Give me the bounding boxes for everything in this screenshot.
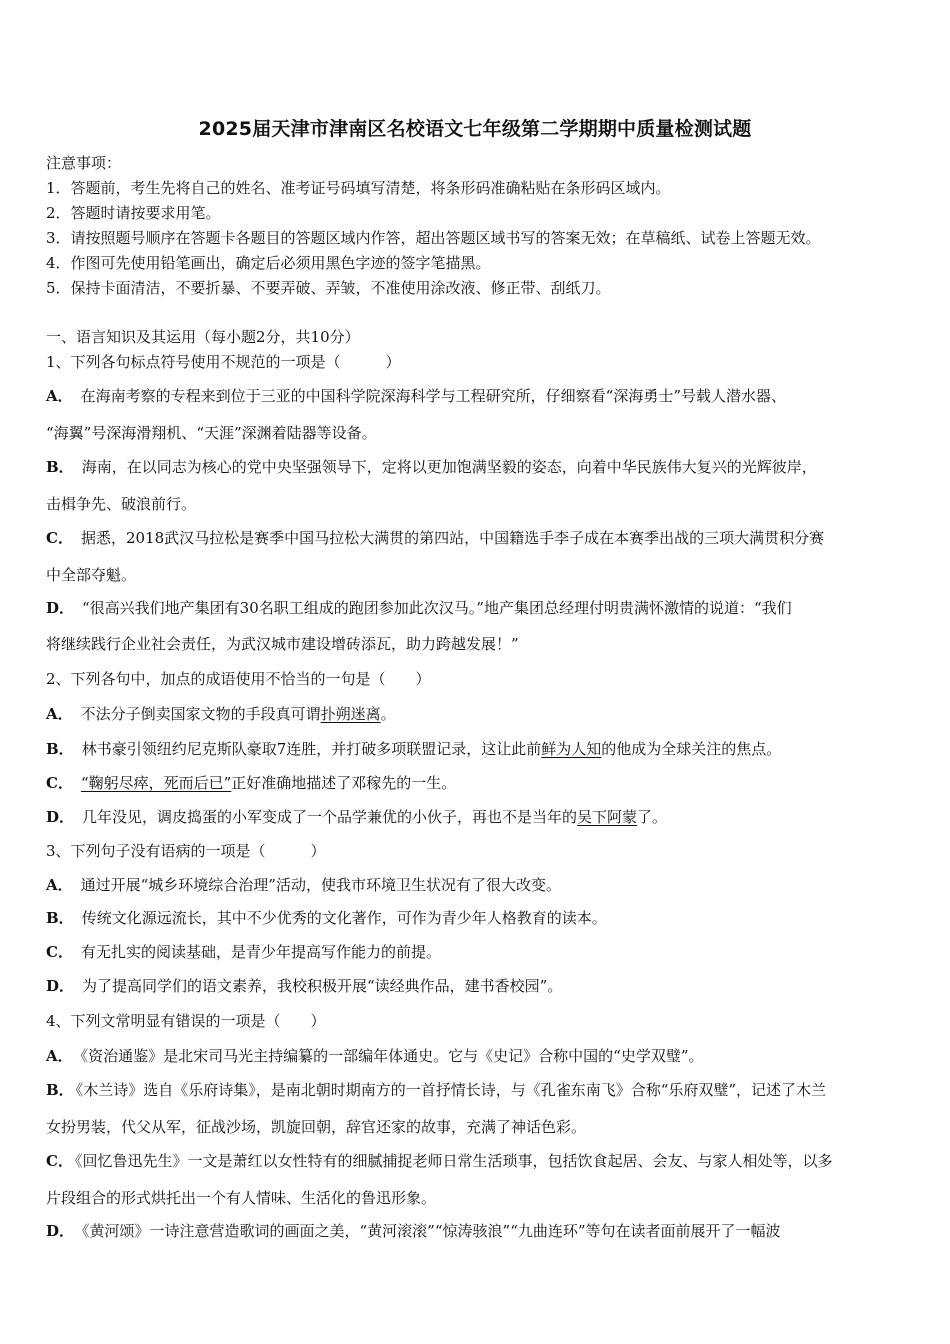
marked-idiom: 吴下阿蒙 (577, 808, 638, 826)
option-label: C． (46, 943, 73, 961)
marked-idiom: “鞠躬尽瘁，死而后已” (80, 774, 232, 792)
option-label: D． (46, 1222, 75, 1240)
option-text: 的他成为全球关注的焦点。 (601, 740, 782, 758)
notice-item: 4．作图可先使用铅笔画出，确定后必须用黑色字迹的签字笔描黑。 (46, 254, 491, 272)
question-2-stem: 2、下列各句中，加点的成语使用不恰当的一句是（ ） (46, 670, 431, 688)
option-text: 《黄河颂》一诗注意营造歌词的画面之美，“黄河滚滚”“惊涛骇浪”“九曲连环”等句在读者面前展开了一幅波 (82, 1222, 781, 1240)
exam-title: 2025届天津市津南区名校语文七年级第二学期期中质量检测试题 (198, 118, 752, 140)
q1-option-d (46, 597, 792, 618)
option-text: 传统文化源远流长，其中不少优秀的文化著作，可作为青少年人格教育的读本。 (81, 909, 607, 927)
option-text: 《资治通鉴》是北宋司马光主持编纂的一部编年体通史。它与《史记》合称中国的“史学双璧”。 (80, 1047, 704, 1065)
option-text: 海南，在以同志为核心的党中央坚强领导下，定将以更加饱满坚毅的姿态，向着中华民族伟大复兴的光辉彼岸， (81, 458, 817, 476)
notice-item: 3．请按照题号顺序在答题卡各题目的答题区域内作答，超出答题区域书写的答案无效；在草稿纸、试卷上答题无效。 (46, 229, 821, 247)
q1-option-a-cont: “海翼”号深海滑翔机、“天涯”深渊着陆器等设备。 (46, 424, 377, 442)
option-label: A． (46, 705, 73, 723)
q4-option-b (46, 1079, 826, 1100)
q2-option-d (46, 806, 667, 827)
marked-idiom: 扑朔迷离 (320, 705, 381, 723)
option-text: 《回忆鲁迅先生》一文是萧红以女性特有的细腻捕捉老师日常生活琐事，包括饮食起居、会友、与家人相处等，以多 (74, 1152, 833, 1170)
notice-item: 5．保持卡面清洁，不要折暴、不要弄破、弄皱，不准使用涂改液、修正带、刮纸刀。 (46, 279, 611, 297)
option-text: 为了提高同学们的语文素养，我校积极开展“读经典作品，建书香校园”。 (82, 977, 563, 995)
option-text: 据悉，2018武汉马拉松是赛季中国马拉松大满贯的第四站，中国籍选手李子成在本赛季出战的三项大满贯积分赛 (80, 529, 825, 547)
marked-idiom: 鲜为人知 (541, 740, 602, 758)
option-label: A． (46, 876, 73, 894)
option-label: A． (46, 1047, 73, 1065)
q4-option-b-cont: 女扮男装，代父从军，征战沙场，凯旋回朝，辞官还家的故事，充满了神话色彩。 (46, 1118, 587, 1136)
option-label: C． (46, 774, 73, 792)
option-text: 正好准确地描述了邓稼先的一生。 (231, 774, 457, 792)
q1-option-a (46, 385, 786, 406)
q1-option-d-cont: 将继续践行企业社会责任，为武汉城市建设增砖添瓦，助力跨越发展！” (46, 635, 519, 653)
question-1-stem: 1、下列各句标点符号使用不规范的一项是（ ） (46, 353, 401, 371)
q2-option-a (46, 703, 396, 724)
notice-item: 1．答题前，考生先将自己的姓名、准考证号码填写清楚，将条形码准确粘贴在条形码区域内。 (46, 179, 671, 197)
q4-option-c-cont: 片段组合的形式烘托出一个有人情味、生活化的鲁迅形象。 (46, 1189, 437, 1207)
option-text: 有无扎实的阅读基础，是青少年提高写作能力的前提。 (80, 943, 441, 961)
notice-item: 2．答题时请按要求用笔。 (46, 204, 221, 222)
option-text: 几年没见，调皮捣蛋的小军变成了一个品学兼优的小伙子，再也不是当年的 (82, 808, 578, 826)
option-text: 林书豪引领纽约尼克斯队豪取7连胜，并打破多项联盟记录，这让此前 (81, 740, 542, 758)
option-label: D． (46, 977, 75, 995)
option-label: B． (46, 740, 74, 758)
q3-option-d (46, 975, 562, 996)
q1-option-c (46, 527, 824, 548)
option-text: 。 (380, 705, 396, 723)
q4-option-a (46, 1045, 703, 1066)
notice-heading: 注意事项： (46, 154, 122, 172)
option-label: D． (46, 599, 75, 617)
option-text: 在海南考察的专程来到位于三亚的中国科学院深海科学与工程研究所，仔细察看“深海勇士”号载人潜水器、 (80, 387, 786, 405)
option-label: B． (46, 1081, 74, 1099)
option-label: B． (46, 909, 74, 927)
q4-option-d (46, 1220, 781, 1241)
question-3-stem: 3、下列句子没有语病的一项是（ ） (46, 842, 326, 860)
q1-option-b (46, 456, 817, 477)
q3-option-c (46, 941, 441, 962)
q2-option-c (46, 772, 456, 793)
option-text: 通过开展“城乡环境综合治理”活动，使我市环境卫生状况有了很大改变。 (80, 876, 561, 894)
section-heading: 一、语言知识及其运用（每小题2分，共10分） (46, 328, 360, 346)
option-label: B． (46, 458, 74, 476)
option-label: D． (46, 808, 75, 826)
option-text: 《木兰诗》选自《乐府诗集》，是南北朝时期南方的一首抒情长诗，与《孔雀东南飞》合称“乐府双璧”，记述了木兰 (75, 1081, 827, 1099)
option-label: A． (46, 387, 73, 405)
option-label: C． (46, 529, 73, 547)
q1-option-b-cont: 击楫争先、破浪前行。 (46, 495, 197, 513)
option-label: C． (46, 1152, 73, 1170)
q3-option-a (46, 874, 561, 895)
option-text: 不法分子倒卖国家文物的手段真可谓 (80, 705, 321, 723)
q3-option-b (46, 907, 607, 928)
option-text: “很高兴我们地产集团有30名职工组成的跑团参加此次汉马。”地产集团总经理付明贵满怀激情的说道：“我们 (82, 599, 792, 617)
q1-option-c-cont: 中全部夺魁。 (46, 566, 137, 584)
q2-option-b (46, 738, 781, 759)
option-text: 了。 (637, 808, 668, 826)
q4-option-c (46, 1150, 832, 1171)
question-4-stem: 4、下列文常明显有错误的一项是（ ） (46, 1012, 326, 1030)
